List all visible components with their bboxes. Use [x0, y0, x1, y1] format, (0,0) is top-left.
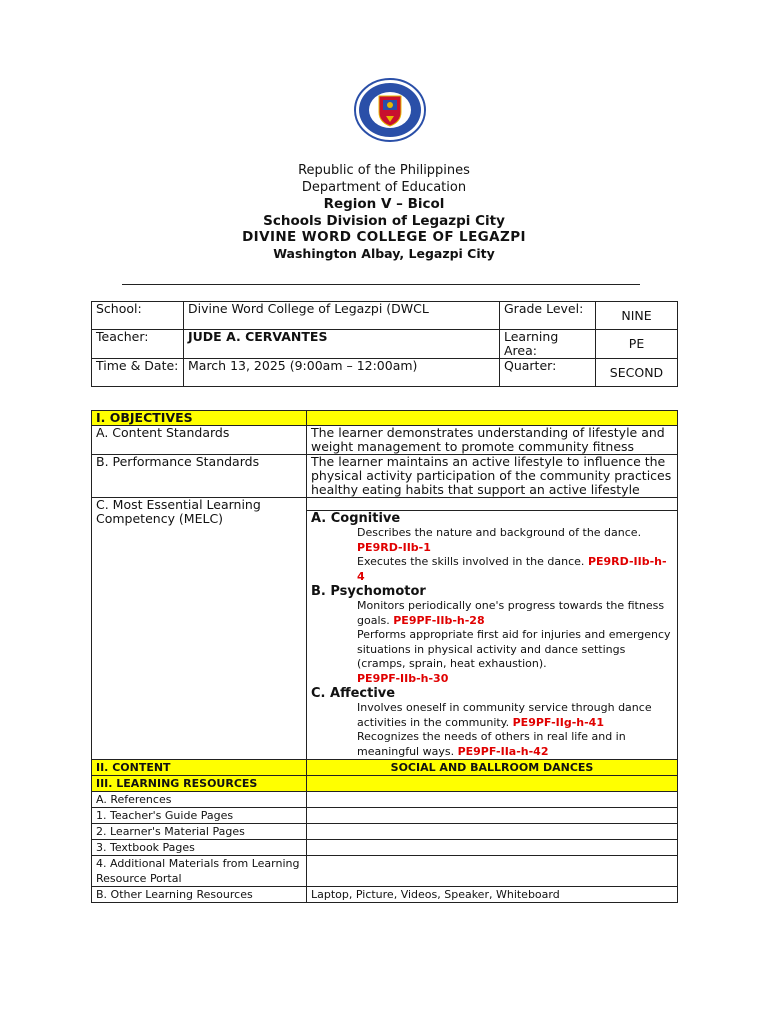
content-standards-value: The learner demonstrates understanding of lifestyle and weight management to promote community fitness — [307, 426, 678, 455]
additional-materials-label: 4. Additional Materials from Learning Resource Portal — [92, 856, 307, 887]
competency-code: PE9PF-IIg-h-41 — [512, 715, 604, 729]
competency-text: Monitors periodically one's progress towards the fitness goals. — [357, 599, 665, 627]
table-row — [92, 792, 678, 808]
resources-heading: III. LEARNING RESOURCES — [92, 776, 307, 792]
resources-heading-blank — [307, 776, 678, 792]
table-row — [92, 824, 678, 840]
competency-code: PE9PF-IIb-h-28 — [393, 613, 485, 627]
table-row — [92, 359, 678, 387]
header-address: Washington Albay, Legazpi City — [273, 245, 495, 261]
table-row — [92, 330, 678, 359]
header-division: Schools Division of Legazpi City — [263, 212, 505, 229]
lesson-plan-table — [91, 410, 678, 903]
table-row — [92, 760, 678, 776]
table-row — [92, 426, 678, 455]
competency-text: Describes the nature and background of the dance. — [357, 526, 642, 539]
table-row — [92, 411, 678, 426]
competency-text: Involves oneself in community service through dance activities in the community. — [357, 701, 652, 729]
melc-blank-cell — [307, 498, 678, 511]
references-label: A. References — [92, 792, 307, 808]
school-header — [0, 163, 768, 262]
header-college: DIVINE WORD COLLEGE OF LEGAZPI — [242, 229, 526, 245]
table-row — [92, 856, 678, 887]
teachers-guide-value — [307, 808, 678, 824]
competency-text: Recognizes the needs of others in real life and in meaningful ways. — [357, 730, 626, 758]
performance-standards-value: The learner maintains an active lifestyle to influence the physical activity participation of the community practices healthy eating habits that support an active lifestyle — [307, 455, 678, 498]
competency-item — [311, 526, 673, 555]
competency-text: Executes the skills involved in the dance. — [357, 555, 585, 568]
header-department: Department of Education — [301, 179, 467, 195]
table-row — [92, 776, 678, 792]
teacher-value: JUDE A. CERVANTES — [184, 330, 500, 359]
school-value: Divine Word College of Legazpi (DWCL — [184, 302, 500, 330]
table-row — [92, 887, 678, 903]
grade-value: NINE — [596, 302, 678, 330]
competency-item — [311, 555, 673, 584]
textbook-label: 3. Textbook Pages — [92, 840, 307, 856]
melc-label: C. Most Essential Learning Competency (MELC) — [92, 498, 307, 760]
teachers-guide-label: 1. Teacher's Guide Pages — [92, 808, 307, 824]
table-row — [92, 455, 678, 498]
competency-code: PE9PF-IIb-h-30 — [357, 671, 449, 685]
area-label: Learning Area: — [500, 330, 596, 359]
learners-material-label: 2. Learner's Material Pages — [92, 824, 307, 840]
learners-material-value — [307, 824, 678, 840]
competency-code: PE9PF-IIa-h-42 — [457, 744, 549, 758]
performance-standards-label: B. Performance Standards — [92, 455, 307, 498]
objectives-heading-blank — [307, 411, 678, 426]
quarter-label: Quarter: — [500, 359, 596, 387]
objectives-heading: I. OBJECTIVES — [92, 411, 307, 426]
school-label: School: — [92, 302, 184, 330]
content-value: SOCIAL AND BALLROOM DANCES — [307, 760, 678, 776]
quarter-value: SECOND — [596, 359, 678, 387]
header-republic: Republic of the Philippines — [298, 163, 470, 178]
additional-materials-value — [307, 856, 678, 887]
affective-heading: C. Affective — [311, 686, 396, 701]
teacher-label: Teacher: — [92, 330, 184, 359]
references-value — [307, 792, 678, 808]
area-value: PE — [596, 330, 678, 359]
competency-code: PE9RD-IIb-1 — [357, 540, 431, 554]
grade-label: Grade Level: — [500, 302, 596, 330]
competency-code: PE9RD-IIb-h-4 — [357, 555, 667, 583]
table-row — [92, 302, 678, 330]
competency-item — [311, 730, 673, 759]
competency-item — [311, 599, 673, 628]
table-row — [92, 840, 678, 856]
competency-text: Performs appropriate first aid for injuries and emergency situations in physical activity and dance settings (cramps, sprain, heat exhaustion). — [357, 628, 671, 670]
header-region: Region V – Bicol — [323, 196, 445, 212]
table-row — [92, 498, 678, 511]
header-divider — [122, 284, 640, 285]
content-heading: II. CONTENT — [92, 760, 307, 776]
time-label: Time & Date: — [92, 359, 184, 387]
other-resources-label: B. Other Learning Resources — [92, 887, 307, 903]
melc-competencies — [307, 511, 678, 760]
competency-item — [311, 701, 673, 730]
psychomotor-heading: B. Psychomotor — [311, 584, 426, 599]
table-row — [92, 808, 678, 824]
deped-seal-logo — [353, 78, 427, 142]
other-resources-value: Laptop, Picture, Videos, Speaker, Whiteboard — [307, 887, 678, 903]
cognitive-heading: A. Cognitive — [311, 511, 401, 526]
lesson-info-table — [91, 301, 678, 387]
time-value: March 13, 2025 (9:00am – 12:00am) — [184, 359, 500, 387]
content-standards-label: A. Content Standards — [92, 426, 307, 455]
competency-item — [311, 628, 673, 686]
textbook-value — [307, 840, 678, 856]
